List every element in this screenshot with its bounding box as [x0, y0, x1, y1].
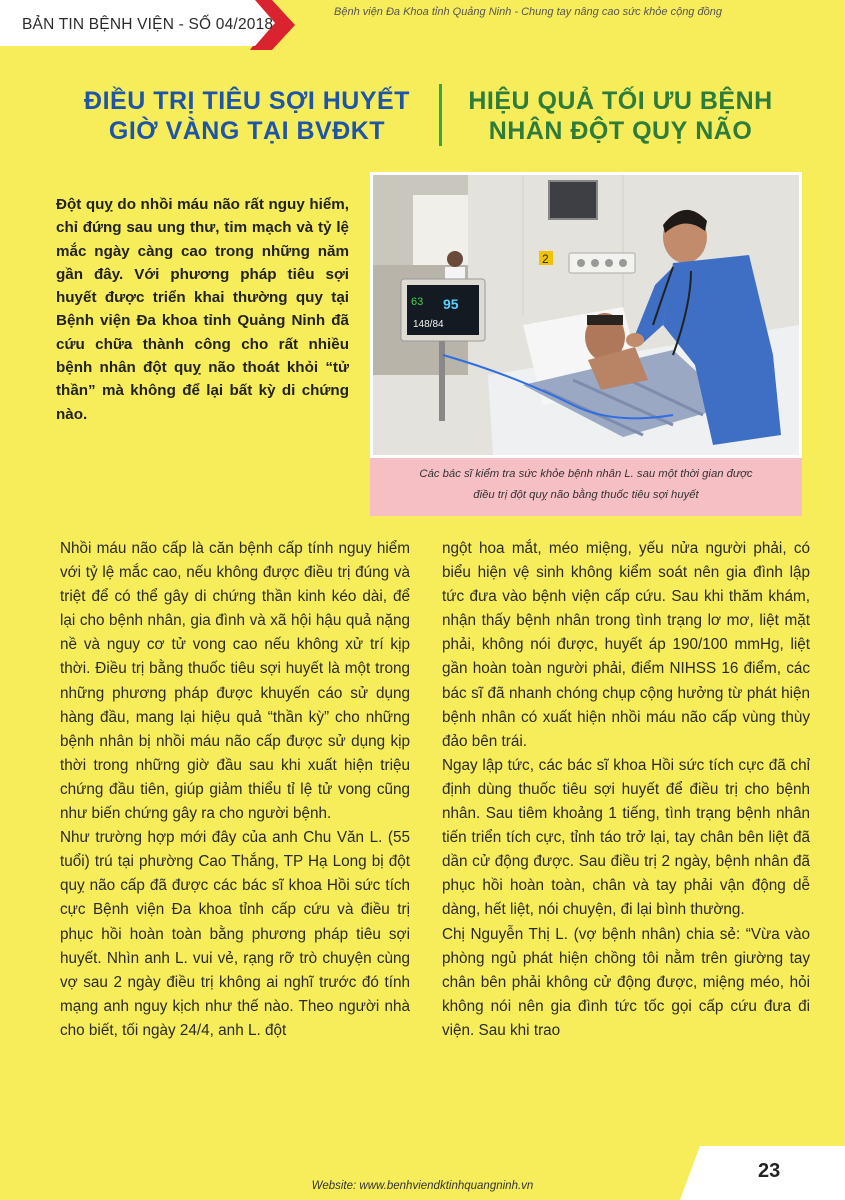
body-paragraph: Ngay lập tức, các bác sĩ khoa Hồi sức tích cực đã chỉ định dùng thuốc tiêu sợi huyết để điều trị cho bệnh nhân. Sau tiêm khoảng 1 tiếng, tình trạng bệnh nhân tiến triển tích cực, tỉnh táo trở lại, tay chân bên liệt đã dần cử động được. Sau điều trị 2 ngày, bệnh nhân đã phục hồi hoàn toàn, chân và tay phải vận động dễ dàng, hết liệt, nói chuyện, đi lại bình thường.	[442, 756, 810, 919]
wall-bed-number: 2	[542, 252, 549, 266]
title-left-line-1: ĐIỀU TRỊ TIÊU SỢI HUYẾT	[84, 87, 410, 115]
website-footer: Website: www.benhviendktinhquangninh.vn	[311, 1180, 534, 1192]
article-title-right	[448, 86, 793, 146]
article-column-left	[60, 537, 410, 1043]
body-paragraph: Nhồi máu não cấp là căn bệnh cấp tính nguy hiểm với tỷ lệ mắc cao, nếu không được điều trị đúng và triệt để có thể gây di chứng thần kinh kéo dài, để lại cho bệnh nhân, gia đình và xã hội hậu quả nặng nề và nguy cơ tử vong cao nếu không xử trí kịp thời. Điều trị bằng thuốc tiêu sợi huyết là một trong những phương pháp được khuyến cáo sử dụng hàng đầu, mang lại hiệu quả “thần kỳ” cho những bệnh nhân bị nhồi máu não cấp được sử dụng kịp thời trong những giờ đầu sau khi xuất hiện triệu chứng đầu tiên, giúp giảm thiểu tỉ lệ tử vong cũng như biến chứng gây ra cho người bệnh.	[60, 540, 410, 823]
newsletter-issue: BẢN TIN BỆNH VIỆN - SỐ 04/2018	[22, 16, 274, 33]
caption-line-2: điều trị đột quỵ não bằng thuốc tiêu sợi huyết	[473, 489, 699, 501]
monitor-spo2: 95	[443, 296, 459, 312]
caption-line-1: Các bác sĩ kiểm tra sức khỏe bệnh nhân L. sau một thời gian được	[419, 468, 753, 480]
article-column-right	[442, 537, 810, 1043]
page-number: 23	[758, 1160, 781, 1182]
doctor-examining-patient-photo	[370, 172, 802, 458]
photo-caption	[370, 458, 802, 516]
title-right-line-2: NHÂN ĐỘT QUỴ NÃO	[488, 117, 753, 145]
body-paragraph: Chị Nguyễn Thị L. (vợ bệnh nhân) chia sẻ: “Vừa vào phòng ngủ phát hiện chồng tôi nằm trên giường tay chân bên phải không cử động được, miệng méo, hỏi không nói nên gia đình tức tốc gọi cấp cứu đưa đi viện. Sau khi trao	[442, 925, 810, 1039]
body-paragraph: ngột hoa mắt, méo miệng, yếu nửa người phải, có biểu hiện vệ sinh không kiểm soát nên gia đình lập tức đưa vào bệnh viện cấp cứu. Sau khi thăm khám, nhận thấy bệnh nhân trong tình trạng lơ mơ, liệt mặt phải, không nói được, huyết áp 190/100 mmHg, liệt gần hoàn toàn người phải, điểm NIHSS 16 điểm, các bác sĩ đã nhanh chóng chụp cộng hưởng từ phát hiện bệnh nhân có xuất hiện nhồi máu não cấp vùng thùy đảo bên trái.	[442, 540, 810, 750]
title-left-line-2: GIỜ VÀNG TẠI BVĐKT	[108, 117, 386, 145]
monitor-heart-rate: 63	[411, 296, 424, 308]
article-title-left	[62, 86, 432, 146]
title-divider	[439, 84, 442, 146]
body-paragraph: Như trường hợp mới đây của anh Chu Văn L. (55 tuổi) trú tại phường Cao Thắng, TP Hạ Long bị đột quỵ não cấp đã được các bác sĩ khoa Hồi sức tích cực Bệnh viện Đa khoa tỉnh cấp cứu và điều trị phục hồi hoàn toàn bằng phương pháp tiêu sợi huyết. Nhìn anh L. vui vẻ, rạng rỡ trò chuyện cùng vợ sau 2 ngày điều trị không ai nghĩ trước đó tính mạng anh nguy kịch như thế nào. Theo người nhà cho biết, tối ngày 24/4, anh L. đột	[60, 829, 410, 1039]
lead-paragraph: Đột quỵ do nhồi máu não rất nguy hiểm, chỉ đứng sau ung thư, tim mạch và tỷ lệ mắc ngày càng cao trong những năm gần đây. Với phương pháp tiêu sợi huyết được triển khai thường quy tại Bệnh viện Đa khoa tỉnh Quảng Ninh đã cứu chữa thành công cho rất nhiều bệnh nhân đột quỵ não thoát khỏi “tử thần” mà không để lại bất kỳ di chứng nào.	[56, 196, 349, 423]
hospital-slogan: Bệnh viện Đa Khoa tỉnh Quảng Ninh - Chung tay nâng cao sức khỏe cộng đồng	[334, 6, 722, 18]
monitor-blood-pressure: 148/84	[413, 319, 444, 330]
title-right-line-1: HIỆU QUẢ TỐI ƯU BỆNH	[468, 87, 773, 115]
